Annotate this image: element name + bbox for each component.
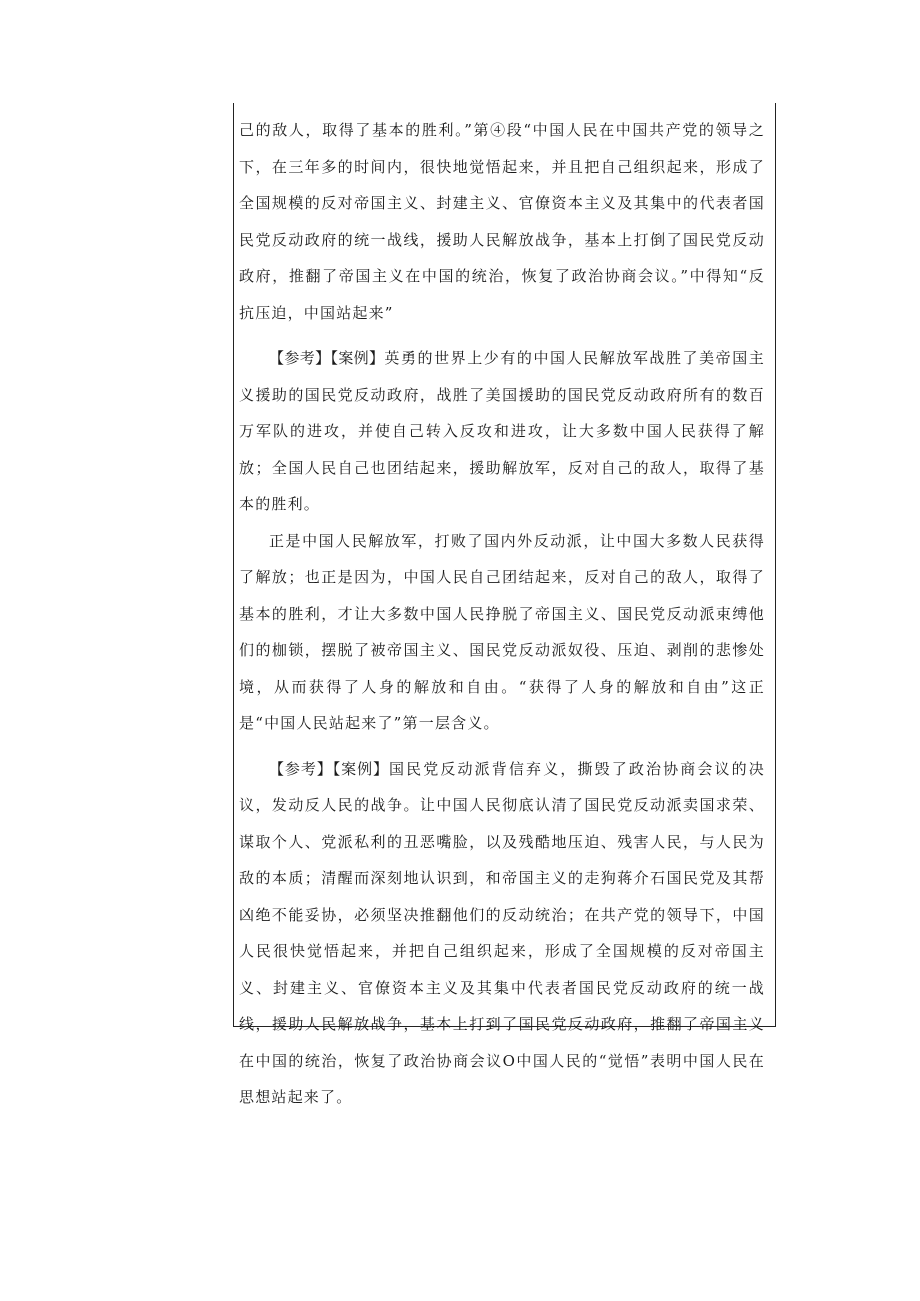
paragraph-quote-analysis: [239, 112, 765, 331]
paragraph-text: 英勇的世界上少有的中国人民解放军战胜了美帝国主义援助的国民党反动政府，战胜了美国援助的国民党反动政府所有的数百万军队的进攻，并使自己转入反攻和进攻，让大多数中国人民获得了解放；全国人民自己也团结起来，援助解放军，反对自己的敌人，取得了基本的胜利。: [239, 349, 765, 513]
reference-case-tag: 【参考】【案例】: [269, 349, 385, 367]
paragraph-case-2: [239, 751, 765, 1116]
paragraph-gap: [239, 331, 765, 340]
paragraph-text: 正是中国人民解放军，打败了国内外反动派，让中国大多数人民获得了解放；也正是因为，中国人民自己团结起来，反对自己的敌人，取得了基本的胜利，才让大多数中国人民挣脱了帝国主义、国民党反动派束缚他们的枷锁，摆脱了被帝国主义、国民党反动派奴役、压迫、剥削的悲惨处境，从而获得了人身的解放和自由。“获得了人身的解放和自由”这正是“中国人民站起来了”第一层含义。: [239, 531, 765, 732]
paragraph-liberation-meaning: [239, 523, 765, 742]
paragraph-text: 国民党反动派背信弃义，撕毁了政治协商会议的决议，发动反人民的战争。让中国人民彻底认清了国民党反动派卖国求荣、谋取个人、党派私利的丑恶嘴脸，以及残酷地压迫、残害人民，与人民为敌的本质；清醒而深刻地认识到，和帝国主义的走狗蒋介石国民党及其帮凶绝不能妥协，必须坚决推翻他们的反动统治；在共产党的领导下，中国人民很快觉悟起来，并把自己组织起来，形成了全国规模的反对帝国主义、封建主义、官僚资本主义及其集中代表者国民党反动政府的统一战线，援助人民解放战争，基本上打到了国民党反动政府，推翻了帝国主义在中国的统治，恢复了政治协商会议O中国人民的“觉悟”表明中国人民在思想站起来了。: [239, 759, 765, 1106]
answer-content: [239, 112, 765, 1116]
paragraph-text: 己的敌人，取得了基本的胜利。”第④段“中国人民在中国共产党的领导之下，在三年多的时间内，很快地觉悟起来，并且把自己组织起来，形成了全国规模的反对帝国主义、封建主义、官僚资本主义及其集中的代表者国民党反动政府的统一战线，援助人民解放战争，基本上打倒了国民党反动政府，推翻了帝国主义在中国的统治，恢复了政治协商会议。”中得知“反抗压迫，中国站起来”: [239, 121, 765, 322]
reference-case-tag: 【参考】【案例】: [269, 759, 389, 778]
paragraph-case-1: [239, 340, 765, 523]
answer-box: [233, 103, 776, 1106]
paragraph-gap: [239, 742, 765, 751]
